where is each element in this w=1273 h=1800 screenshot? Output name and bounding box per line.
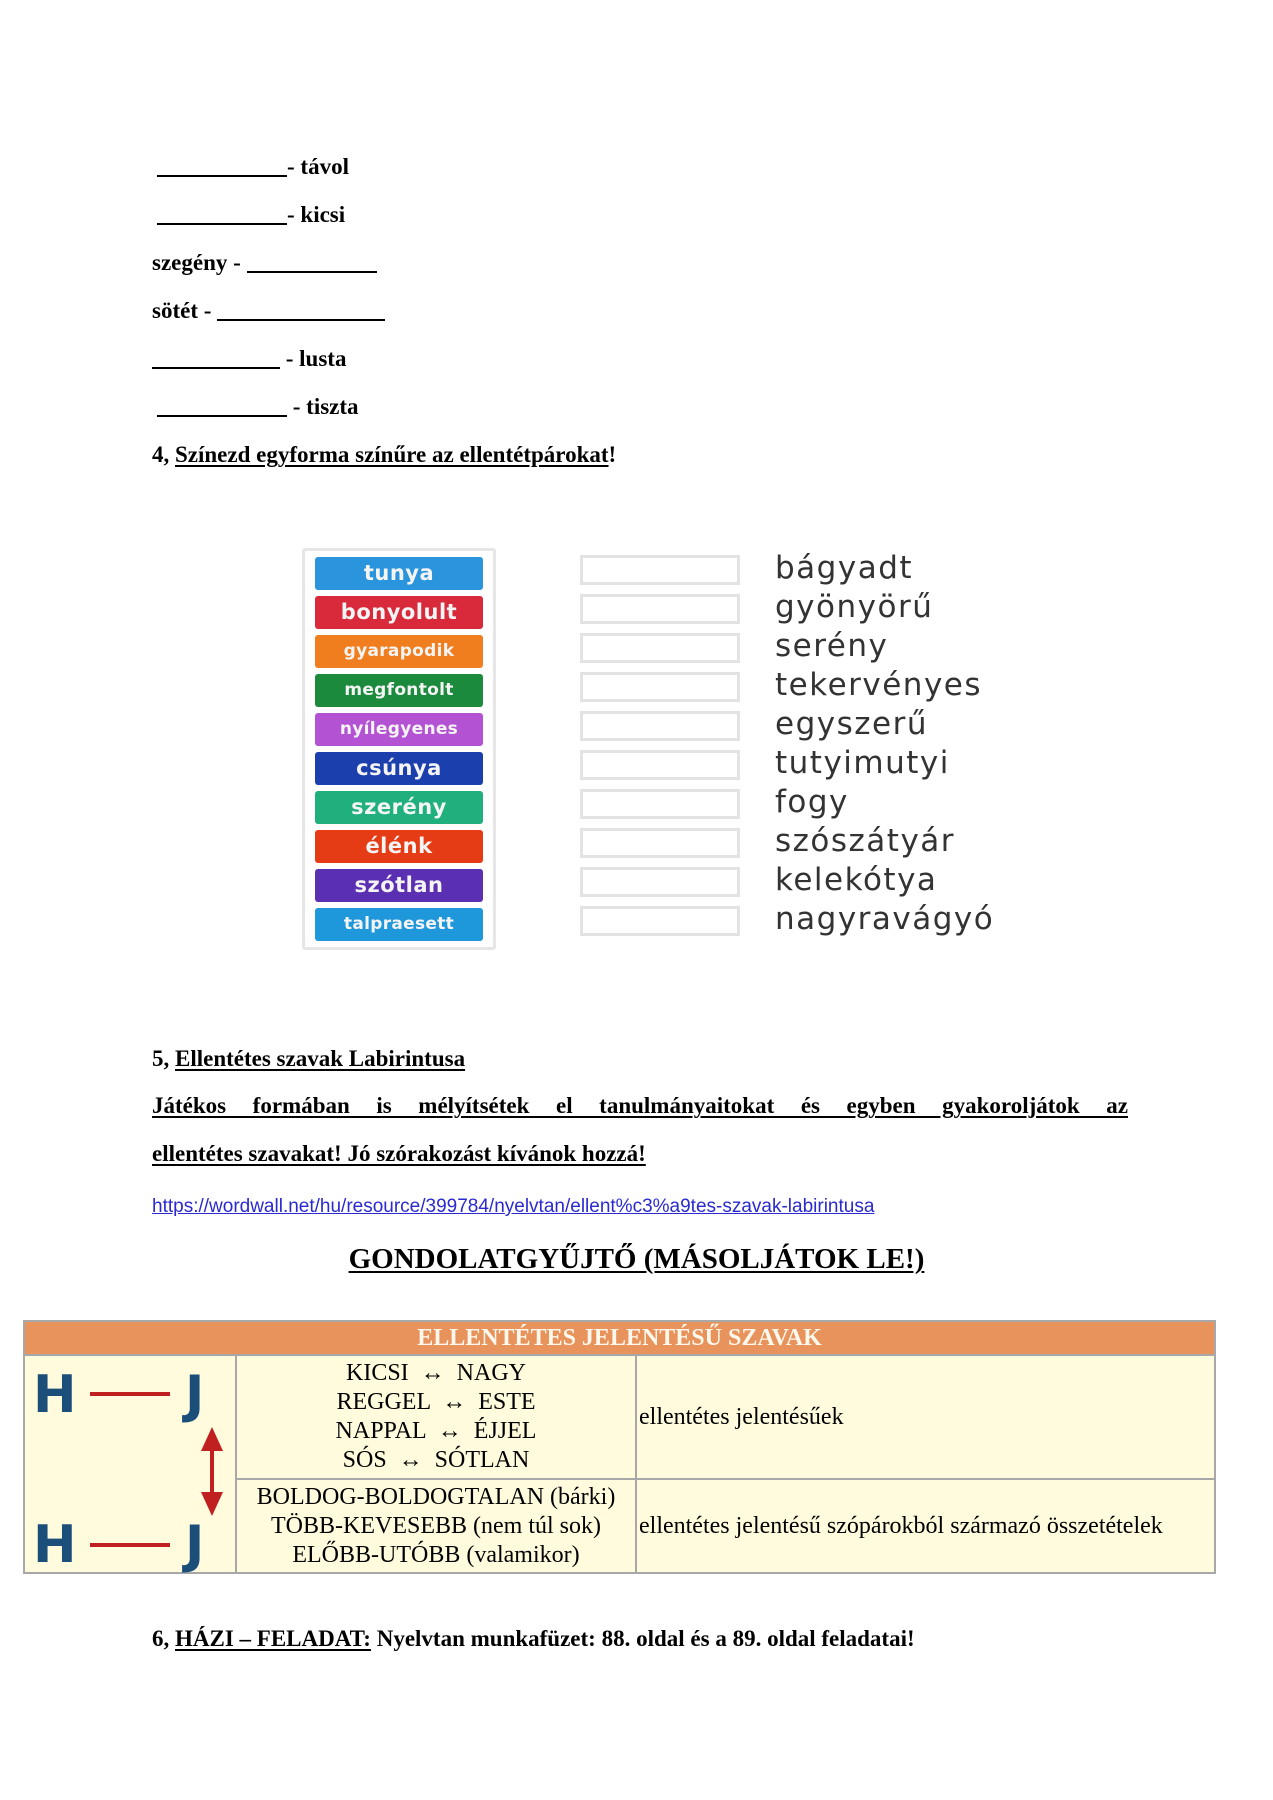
answer-blank[interactable] [217,299,385,321]
match-word: serény [775,628,889,664]
exercise-number: 5, [152,1046,175,1071]
answer-blank[interactable] [152,347,280,369]
antonym-line-1 [157,154,349,180]
exercise-4-heading [152,442,616,468]
match-word: bágyadt [775,550,914,586]
word-gyarapodik[interactable]: gyarapodik [315,635,483,668]
word-nyilegyenes[interactable]: nyílegyenes [315,713,483,746]
match-word: tekervényes [775,667,983,703]
homework-label: HÁZI – FELADAT: [175,1626,371,1651]
dash-icon [90,1392,170,1396]
match-word: gyönyörű [775,589,934,625]
antonyms-summary-table [23,1320,1216,1574]
exercise-number: 4, [152,442,175,467]
compound-pairs-cell [236,1479,636,1573]
answer-blank[interactable] [157,155,287,177]
word-bonyolult[interactable]: bonyolult [315,596,483,629]
antonym-line-5 [152,346,346,372]
color-box[interactable] [580,750,740,780]
hj-diagram-cell [24,1355,236,1573]
exclamation: ! [608,442,617,467]
color-box[interactable] [580,828,740,858]
antonym-pair: KICSI ↔ NAGY [346,1360,526,1386]
given-word: - kicsi [287,202,346,227]
antonym-pair: NAPPAL ↔ ÉJJEL [335,1418,537,1444]
match-word: tutyimutyi [775,745,950,781]
color-box[interactable] [580,555,740,585]
h-letter-icon: H [33,1364,77,1425]
word-csunya[interactable]: csúnya [315,752,483,785]
antonym-line-4 [152,298,385,324]
exercise-5-body-line-2: ellentétes szavakat! Jó szórakozást kívánok hozzá! [152,1141,646,1166]
given-word: sötét - [152,298,218,323]
given-word: - tiszta [287,394,359,419]
arrow-shaft-icon [210,1449,214,1493]
exercise-5-body-line-1: Játékos formában is mélyítsétek el tanulmányaitokat és egyben gyakoroljátok az [152,1093,1128,1118]
word-talpraesett[interactable]: talpraesett [315,908,483,941]
word-tunya[interactable]: tunya [315,557,483,590]
left-word-panel [302,548,496,950]
antonym-pair: REGGEL ↔ ESTE [336,1389,536,1415]
color-box[interactable] [580,789,740,819]
exercise-instruction: Színezd egyforma színűre az ellentétpárokat [175,442,609,467]
given-word: - távol [287,154,349,179]
color-box[interactable] [580,867,740,897]
hj-diagram [25,1357,235,1575]
color-box[interactable] [580,672,740,702]
summary-title: GONDOLATGYŰJTŐ (MÁSOLJÁTOK LE!) [348,1243,925,1275]
match-word: kelekótya [775,862,938,898]
exercise-number: 6, [152,1626,175,1651]
color-box[interactable] [580,594,740,624]
answer-blank[interactable] [157,203,287,225]
word-megfontolt[interactable]: megfontolt [315,674,483,707]
given-word: - lusta [280,346,347,371]
answer-blank[interactable] [157,395,287,417]
exercise-title: Ellentétes szavak Labirintusa [175,1046,466,1071]
j-letter-icon: J [185,1514,205,1575]
match-word: szószátyár [775,823,956,859]
match-word: nagyravágyó [775,901,995,937]
antonym-line-2 [157,202,345,228]
exercise-5-heading [152,1046,465,1072]
antonym-pair: SÓS ↔ SÓTLAN [342,1447,530,1473]
j-letter-icon: J [185,1364,205,1425]
word-szereny[interactable]: szerény [315,791,483,824]
antonym-line-3 [152,250,377,276]
word-szotlan[interactable]: szótlan [315,869,483,902]
table-header: ELLENTÉTES JELENTÉSŰ SZAVAK [24,1321,1215,1355]
color-box[interactable] [580,633,740,663]
color-box[interactable] [580,711,740,741]
antonym-line-6 [157,394,359,420]
antonym-coloring-exercise [290,540,1080,960]
wordwall-link[interactable]: https://wordwall.net/hu/resource/399784/nyelvtan/ellent%c3%a9tes-szavak-labirintusa [152,1196,875,1217]
word-elenk[interactable]: élénk [315,830,483,863]
exercise-6-homework [152,1626,915,1652]
color-box[interactable] [580,906,740,936]
homework-text: Nyelvtan munkafüzet: 88. oldal és a 89. oldal feladatai! [370,1626,915,1651]
compound-pair: TÖBB-KEVESEBB (nem túl sok) [271,1512,601,1539]
dash-icon [90,1543,170,1547]
description-cell: ellentétes jelentésű szópárokból származó összetételek [636,1479,1215,1573]
table-row [24,1355,1215,1479]
match-word: fogy [775,784,849,820]
compound-pair: BOLDOG-BOLDOGTALAN (bárki) [256,1483,616,1510]
compound-pair: ELŐBB-UTÓBB (valamikor) [292,1541,580,1568]
given-word: szegény - [152,250,247,275]
answer-blank[interactable] [247,251,377,273]
h-letter-icon: H [33,1514,77,1575]
antonym-pairs-cell [236,1355,636,1479]
description-cell: ellentétes jelentésűek [636,1355,1215,1479]
match-word: egyszerű [775,706,928,742]
arrow-down-icon [201,1492,223,1516]
arrow-up-icon [201,1427,223,1451]
